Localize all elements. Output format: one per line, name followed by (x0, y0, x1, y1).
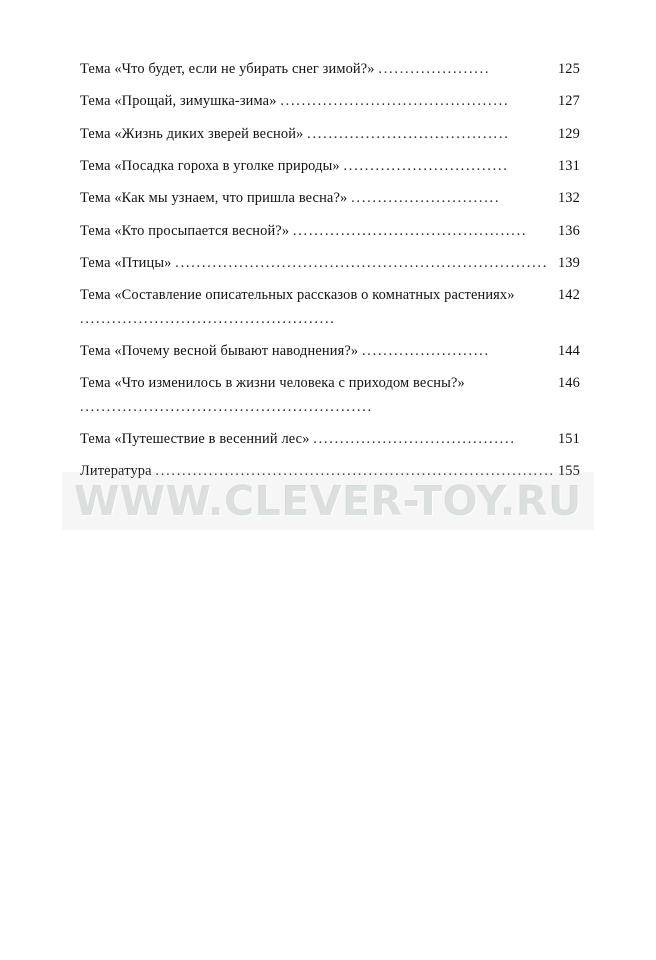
toc-entry-title: Тема «Что будет, если не убирать снег зимой?» (80, 61, 375, 77)
toc-entry-page: 125 (557, 61, 580, 77)
toc-entry-inner (80, 372, 580, 419)
toc-entry-leader-dots: ............................... (343, 157, 509, 174)
toc-entry-leader-dots: ..................... (378, 61, 491, 77)
toc-entry-title: Тема «Жизнь диких зверей весной» (80, 125, 304, 142)
toc-entry-page: 144 (557, 342, 580, 359)
toc-entry-leader-dots: ....................................................... (80, 398, 373, 415)
toc-entry[interactable] (80, 155, 580, 178)
toc-entry-inner (80, 460, 580, 483)
watermark-text: WWW.CLEVER-TOY.RU (74, 477, 582, 525)
toc-entry-inner (80, 187, 580, 210)
toc-entry-leader-dots: ............................ (351, 190, 501, 207)
toc-entry-page: 151 (557, 430, 580, 447)
toc-entry[interactable] (80, 58, 580, 81)
toc-entry-page: 155 (557, 463, 580, 480)
toc-entry-page: 139 (557, 254, 580, 271)
toc-entry-leader-dots: ...................................................................... (175, 254, 549, 271)
toc-entry-inner (80, 284, 580, 331)
toc-entry-leader-dots: ........................ (361, 342, 490, 359)
toc-entry[interactable] (80, 252, 580, 275)
toc-entry-title: Тема «Что изменилось в жизни человека с приходом весны?» (80, 375, 465, 392)
table-of-contents (80, 58, 580, 493)
toc-entry-title: Тема «Путешествие в весенний лес» (80, 430, 310, 447)
toc-entry-inner (80, 340, 580, 363)
toc-entry-leader-dots: ........................................... (280, 93, 510, 110)
toc-entry-title: Тема «Как мы узнаем, что пришла весна?» (80, 190, 348, 207)
toc-entry[interactable] (80, 123, 580, 146)
toc-entry-leader-dots: ...................................... (313, 430, 516, 447)
toc-entry-inner (80, 428, 580, 451)
toc-entry-page: 146 (557, 375, 580, 392)
toc-entry-leader-dots: ................................................ (80, 310, 336, 327)
toc-entry[interactable] (80, 460, 580, 483)
toc-entry-page: 127 (557, 93, 580, 110)
toc-entry-page: 132 (557, 190, 580, 207)
toc-entry[interactable] (80, 187, 580, 210)
toc-entry[interactable] (80, 284, 580, 331)
toc-entry-inner (80, 90, 580, 113)
toc-entry[interactable] (80, 340, 580, 363)
toc-entry-page: 142 (557, 287, 580, 304)
toc-entry[interactable] (80, 90, 580, 113)
toc-entry-inner (80, 58, 580, 81)
toc-entry-title: Тема «Посадка гороха в уголке природы» (80, 157, 340, 174)
toc-entry-page: 131 (557, 157, 580, 174)
toc-entry-leader-dots: ...................................... (307, 125, 510, 142)
toc-entry[interactable] (80, 220, 580, 243)
toc-entry-inner (80, 123, 580, 146)
toc-entry-inner (80, 252, 580, 275)
toc-entry-title: Литература (80, 463, 152, 480)
toc-entry-leader-dots: ........................................................................... (155, 463, 555, 480)
toc-entry-title: Тема «Кто просыпается весной?» (80, 222, 290, 239)
toc-entry-title: Тема «Птицы» (80, 254, 172, 271)
toc-entry-leader-dots: ............................................ (292, 222, 528, 239)
toc-entry-title: Тема «Прощай, зимушка-зима» (80, 93, 277, 110)
toc-entry[interactable] (80, 372, 580, 419)
toc-entry[interactable] (80, 428, 580, 451)
toc-entry-page: 129 (557, 125, 580, 142)
toc-entry-inner (80, 220, 580, 243)
toc-entry-page: 136 (557, 222, 580, 239)
toc-entry-title: Тема «Составление описательных рассказов о комнатных растениях» (80, 287, 515, 304)
toc-entry-inner (80, 155, 580, 178)
toc-entry-title: Тема «Почему весной бывают наводнения?» (80, 342, 359, 359)
